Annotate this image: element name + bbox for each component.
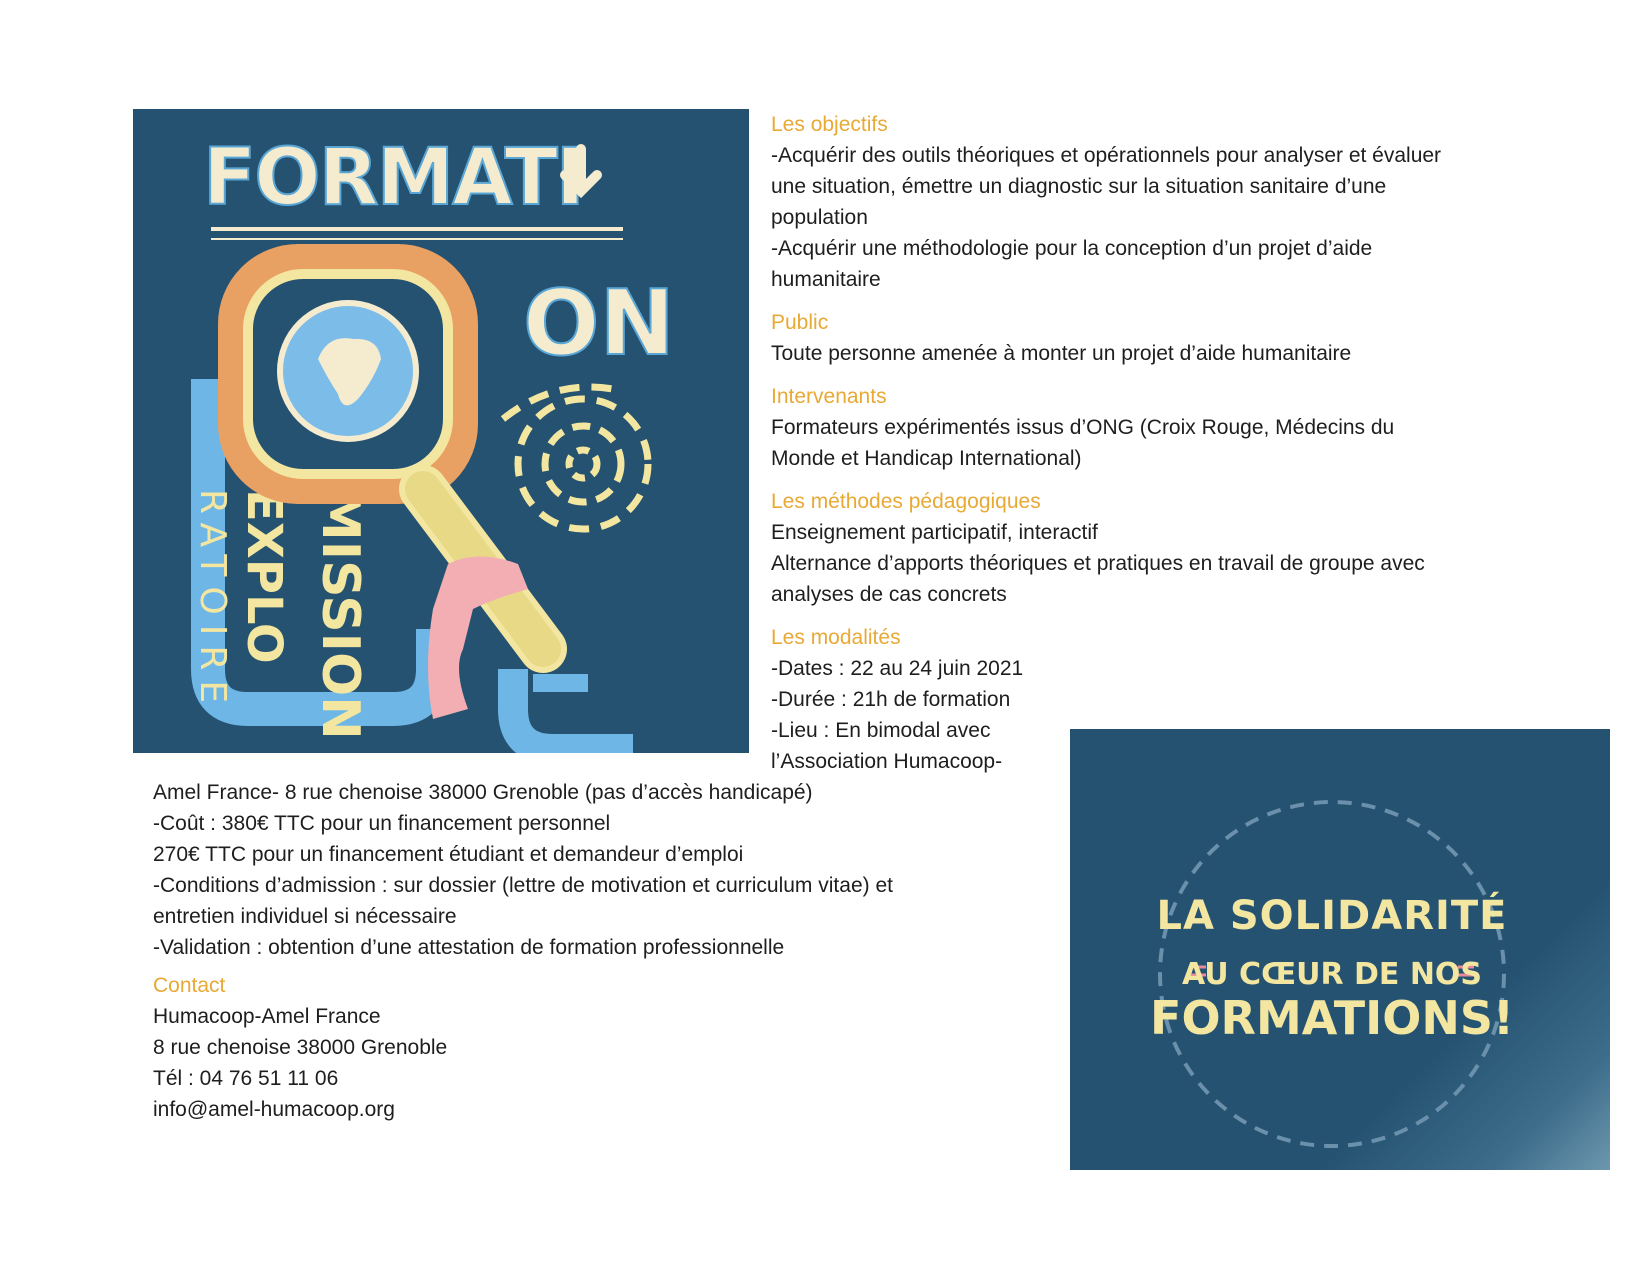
contact-line: Humacoop-Amel France xyxy=(153,1005,381,1028)
poster-vertical-word-2: EXPLO xyxy=(236,489,292,664)
formation-poster xyxy=(133,109,749,753)
objectifs-line: une situation, émettre un diagnostic sur la situation sanitaire d’une xyxy=(771,175,1387,198)
formation-illustration xyxy=(133,109,749,753)
methodes-line: Enseignement participatif, interactif xyxy=(771,521,1098,544)
solidarite-line-1: LA SOLIDARITÉ xyxy=(1156,893,1508,939)
contact-line: Tél : 04 76 51 11 06 xyxy=(153,1067,339,1090)
intervenants-line: Formateurs expérimentés issus d’ONG (Croix Rouge, Médecins du xyxy=(771,416,1395,439)
methodes-line: Alternance d’apports théoriques et pratiques en travail de groupe avec xyxy=(771,552,1425,575)
objectifs-line: population xyxy=(771,206,868,229)
solidarite-poster xyxy=(1070,729,1610,1170)
section-heading-methodes: Les méthodes pédagogiques xyxy=(771,490,1041,513)
solidarite-line-3: FORMATIONS! xyxy=(1150,991,1514,1045)
modalites-line: l’Association Humacoop- xyxy=(771,750,1003,773)
intervenants-line: Monde et Handicap International) xyxy=(771,447,1082,470)
solidarite-line-2: AU CŒUR DE NOS xyxy=(1181,957,1483,992)
contact-line: 8 rue chenoise 38000 Grenoble xyxy=(153,1036,448,1059)
poster-vertical-word-1: MISSION xyxy=(310,489,370,740)
section-heading-intervenants: Intervenants xyxy=(771,385,887,408)
modalites-line: entretien individuel si nécessaire xyxy=(153,905,457,928)
section-heading-public: Public xyxy=(771,311,829,334)
objectifs-line: -Acquérir une méthodologie pour la conception d’un projet d’aide xyxy=(771,237,1373,260)
objectifs-line: humanitaire xyxy=(771,268,881,291)
poster-vertical-word-3: RATOIRE xyxy=(192,489,233,714)
modalites-line: -Lieu : En bimodal avec xyxy=(771,719,991,742)
modalites-line: Amel France- 8 rue chenoise 38000 Grenoble (pas d’accès handicapé) xyxy=(153,781,813,804)
modalites-line: -Durée : 21h de formation xyxy=(771,688,1011,711)
poster-title-tail: ON xyxy=(523,271,675,376)
section-heading-modalites: Les modalités xyxy=(771,626,901,649)
public-line: Toute personne amenée à monter un projet d’aide humanitaire xyxy=(771,342,1352,365)
poster-title-word: FORMATI xyxy=(203,133,583,223)
section-heading-objectifs: Les objectifs xyxy=(771,113,888,136)
objectifs-line: -Acquérir des outils théoriques et opérationnels pour analyser et évaluer xyxy=(771,144,1442,167)
modalites-line: -Dates : 22 au 24 juin 2021 xyxy=(771,657,1024,680)
modalites-line: -Validation : obtention d’une attestation de formation professionnelle xyxy=(153,936,785,959)
modalites-line: -Coût : 380€ TTC pour un financement personnel xyxy=(153,812,611,835)
methodes-line: analyses de cas concrets xyxy=(771,583,1007,606)
contact-email: info@amel-humacoop.org xyxy=(153,1098,395,1121)
solidarite-illustration xyxy=(1070,729,1610,1170)
modalites-line: 270€ TTC pour un financement étudiant et demandeur d’emploi xyxy=(153,843,744,866)
modalites-line: -Conditions d’admission : sur dossier (lettre de motivation et curriculum vitae) et xyxy=(153,874,893,897)
section-heading-contact: Contact xyxy=(153,974,226,997)
